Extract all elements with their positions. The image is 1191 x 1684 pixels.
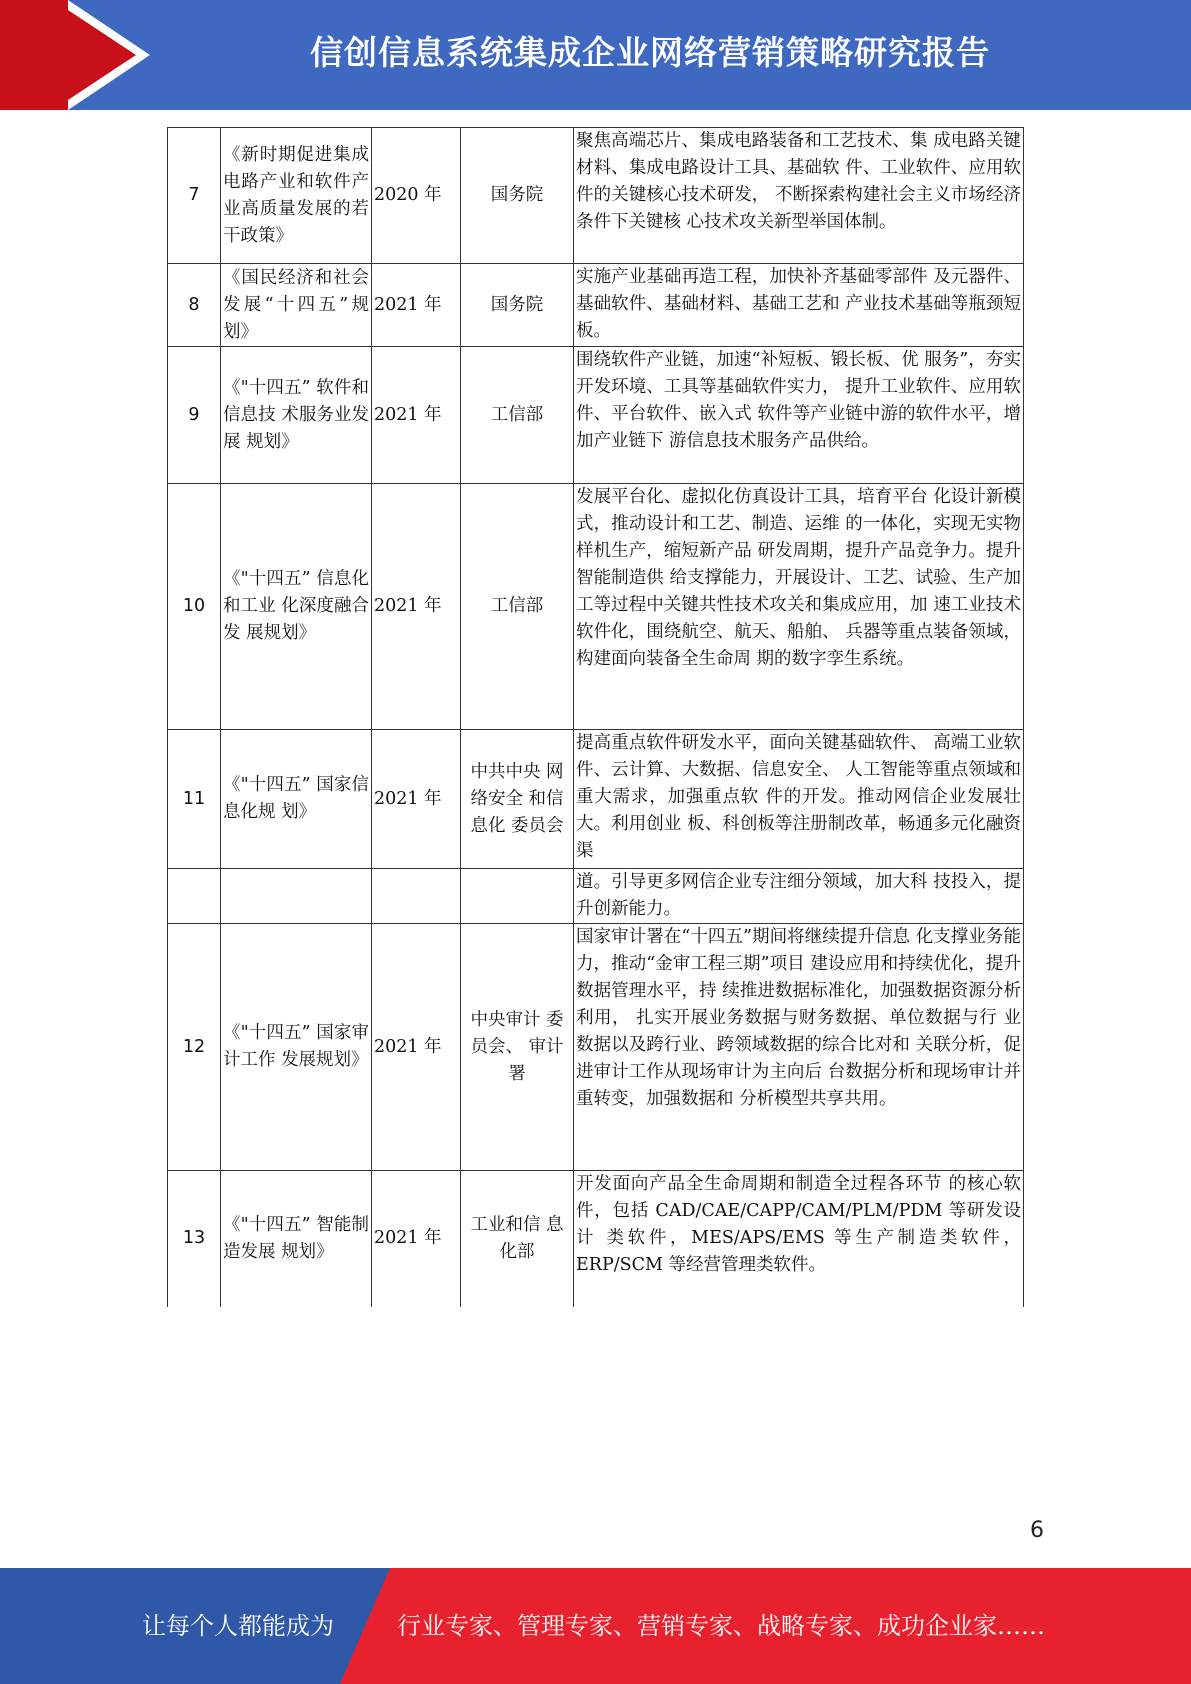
table-row [168, 128, 1024, 264]
issuing-department: 工信部 [461, 347, 574, 484]
policy-content: 提高重点软件研发水平，面向关键基础软件、 高端工业软件、云计算、大数据、信息安全、 人工智能等重点领域和重大需求，加强重点软 件的开发。推动网信企业发展壮大。利用创业 板、科创板等注册制改革，畅通多元化融资渠 [574, 730, 1024, 869]
policy-content: 道。引导更多网信企业专注细分领域，加大科 技投入，提升创新能力。 [574, 869, 1024, 924]
policy-content: 国家审计署在“十四五”期间将继续提升信息 化支撑业务能力，推动“金审工程三期”项目 建设应用和持续优化，提升数据管理水平，持 续推进数据标准化，加强数据资源分析利用， 扎实开展业务数据与财务数据、单位数据与行 业数据以及跨行业、跨领域数据的综合比对和 关联分析，促进审计工作从现场审计为主向后 台数据分析和现场审计并重转变，加强数据和 分析模型共享共用。 [574, 924, 1024, 1171]
table-row [168, 484, 1024, 730]
policy-content: 实施产业基础再造工程，加快补齐基础零部件 及元器件、基础软件、基础材料、基础工艺和 产业技术基础等瓶颈短板。 [574, 264, 1024, 347]
policy-year: 2021 年 [372, 924, 461, 1171]
footer-slogan-left: 让每个人都能成为 [142, 1612, 334, 1640]
policy-year: 2021 年 [372, 264, 461, 347]
table-row [168, 347, 1024, 484]
report-title: 信创信息系统集成企业网络营销策略研究报告 [310, 33, 990, 72]
table-row [168, 1171, 1024, 1307]
row-number: 8 [168, 264, 221, 347]
issuing-department [461, 869, 574, 924]
footer-slogan-right: 行业专家、管理专家、营销专家、战略专家、成功企业家…… [397, 1612, 1045, 1640]
policy-year: 2020 年 [372, 128, 461, 264]
policy-name: 《"十四五” 国家审计工作 发展规划》 [221, 924, 372, 1171]
issuing-department: 国务院 [461, 128, 574, 264]
row-number: 12 [168, 924, 221, 1171]
policy-name: 《国民经济和社会发展“十四五”规划》 [221, 264, 372, 347]
row-number [168, 869, 221, 924]
issuing-department: 中共中央 网络安全 和信息化 委员会 [461, 730, 574, 869]
policy-table [167, 127, 1024, 1307]
policy-year: 2021 年 [372, 484, 461, 730]
policy-name: 《"十四五” 国家信息化规 划》 [221, 730, 372, 869]
issuing-department: 工业和信 息化部 [461, 1171, 574, 1307]
policy-name: 《"十四五” 信息化和工业 化深度融合发 展规划》 [221, 484, 372, 730]
table-row [168, 730, 1024, 869]
issuing-department: 国务院 [461, 264, 574, 347]
page-footer [0, 1568, 1191, 1684]
policy-content: 聚焦高端芯片、集成电路装备和工艺技术、集 成电路关键材料、集成电路设计工具、基础软 件、工业软件、应用软件的关键核心技术研发， 不断探索构建社会主义市场经济条件下关键核 心技术攻关新型举国体制。 [574, 128, 1024, 264]
policy-name [221, 869, 372, 924]
policy-name: 《新时期促进集成电路产业和软件产业高质量发展的若干政策》 [221, 128, 372, 264]
page-header [0, 0, 1191, 110]
header-chevron-inner [62, 6, 136, 104]
row-number: 7 [168, 128, 221, 264]
policy-content: 围绕软件产业链，加速“补短板、锻长板、优 服务”，夯实开发环境、工具等基础软件实力， 提升工业软件、应用软件、平台软件、嵌入式 软件等产业链中游的软件水平，增加产业链下 游信息技术服务产品供给。 [574, 347, 1024, 484]
policy-content: 发展平台化、虚拟化仿真设计工具，培育平台 化设计新模式，推动设计和工艺、制造、运维 的一体化，实现无实物样机生产，缩短新产品 研发周期，提升产品竞争力。提升智能制造供 给支撑能力，开展设计、工艺、试验、生产加 工等过程中关键共性技术攻关和集成应用，加 速工业技术软件化，围绕航空、航天、船舶、 兵器等重点装备领域，构建面向装备全生命周 期的数字孪生系统。 [574, 484, 1024, 730]
row-number: 10 [168, 484, 221, 730]
policy-name: 《"十四五” 智能制造发展 规划》 [221, 1171, 372, 1307]
table-row [168, 264, 1024, 347]
page-number: 6 [1030, 1518, 1044, 1543]
policy-year: 2021 年 [372, 347, 461, 484]
policy-year [372, 869, 461, 924]
table-row [168, 869, 1024, 924]
row-number: 13 [168, 1171, 221, 1307]
row-number: 9 [168, 347, 221, 484]
policy-name: 《"十四五” 软件和信息技 术服务业发展 规划》 [221, 347, 372, 484]
issuing-department: 工信部 [461, 484, 574, 730]
policy-year: 2021 年 [372, 730, 461, 869]
policy-content: 开发面向产品全生命周期和制造全过程各环节 的核心软件，包括 CAD/CAE/CAPP/CAM/PLM/PDM 等研发设计 类软件，MES/APS/EMS 等生产制造类软件， ERP/SCM 等经营管理类软件。 [574, 1171, 1024, 1307]
issuing-department: 中央审计 委员会、 审计署 [461, 924, 574, 1171]
table-row [168, 924, 1024, 1171]
policy-year: 2021 年 [372, 1171, 461, 1307]
row-number: 11 [168, 730, 221, 869]
